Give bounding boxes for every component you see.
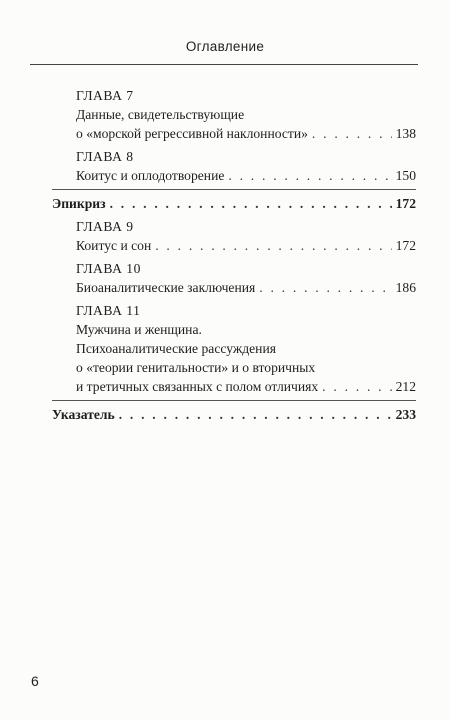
chapter-8-page: 150 <box>395 168 416 183</box>
chapter-7-page: 138 <box>395 126 416 141</box>
chapter-8-entry[interactable] <box>52 166 416 185</box>
chapter-10-label: ГЛАВА 10 <box>76 261 141 276</box>
running-header <box>0 38 450 56</box>
chapter-9-page: 172 <box>395 238 416 253</box>
epicrisis-entry[interactable] <box>52 194 416 213</box>
chapter-10-entry[interactable] <box>52 278 416 297</box>
chapter-11-title-line-2: Психоаналитические рассуждения <box>76 341 276 356</box>
chapter-11-title-line-1: Мужчина и женщина. <box>76 322 202 337</box>
index-page: 233 <box>395 407 416 422</box>
leader-dots <box>110 194 392 213</box>
page-number: 6 <box>31 673 39 689</box>
index-entry[interactable] <box>52 405 416 424</box>
chapter-11-title-line-4: и третичных связанных с полом отличиях <box>76 379 319 394</box>
chapter-8-label: ГЛАВА 8 <box>76 149 134 164</box>
chapter-7-label: ГЛАВА 7 <box>76 88 134 103</box>
section-divider <box>52 400 416 401</box>
section-divider <box>52 189 416 190</box>
leader-dots <box>259 278 391 297</box>
chapter-7-entry[interactable] <box>52 124 416 143</box>
chapter-8-title: Коитус и оплодотворение <box>76 168 225 183</box>
leader-dots <box>119 405 392 424</box>
chapter-11-page: 212 <box>395 379 416 394</box>
table-of-contents <box>52 86 416 424</box>
leader-dots <box>322 377 391 396</box>
epicrisis-page: 172 <box>395 196 416 211</box>
header-rule <box>30 64 418 65</box>
chapter-11-title-line-3: о «теории генитальности» и о вторичных <box>76 360 316 375</box>
chapter-10-title: Биоаналитические заключения <box>76 280 256 295</box>
header-title: Оглавление <box>185 39 265 54</box>
chapter-9-label: ГЛАВА 9 <box>76 219 134 234</box>
chapter-11-label: ГЛАВА 11 <box>76 303 141 318</box>
index-title: Указатель <box>52 407 115 422</box>
chapter-10-page: 186 <box>395 280 416 295</box>
chapter-9-title: Коитус и сон <box>76 238 152 253</box>
leader-dots <box>228 166 391 185</box>
leader-dots <box>155 236 391 255</box>
chapter-9-entry[interactable] <box>52 236 416 255</box>
epicrisis-title: Эпикриз <box>52 196 106 211</box>
chapter-7-title-line-2: о «морской регрессивной наклонности» <box>76 126 308 141</box>
leader-dots <box>312 124 392 143</box>
chapter-7-title-line-1: Данные, свидетельствующие <box>76 107 245 122</box>
chapter-11-entry[interactable] <box>52 377 416 396</box>
